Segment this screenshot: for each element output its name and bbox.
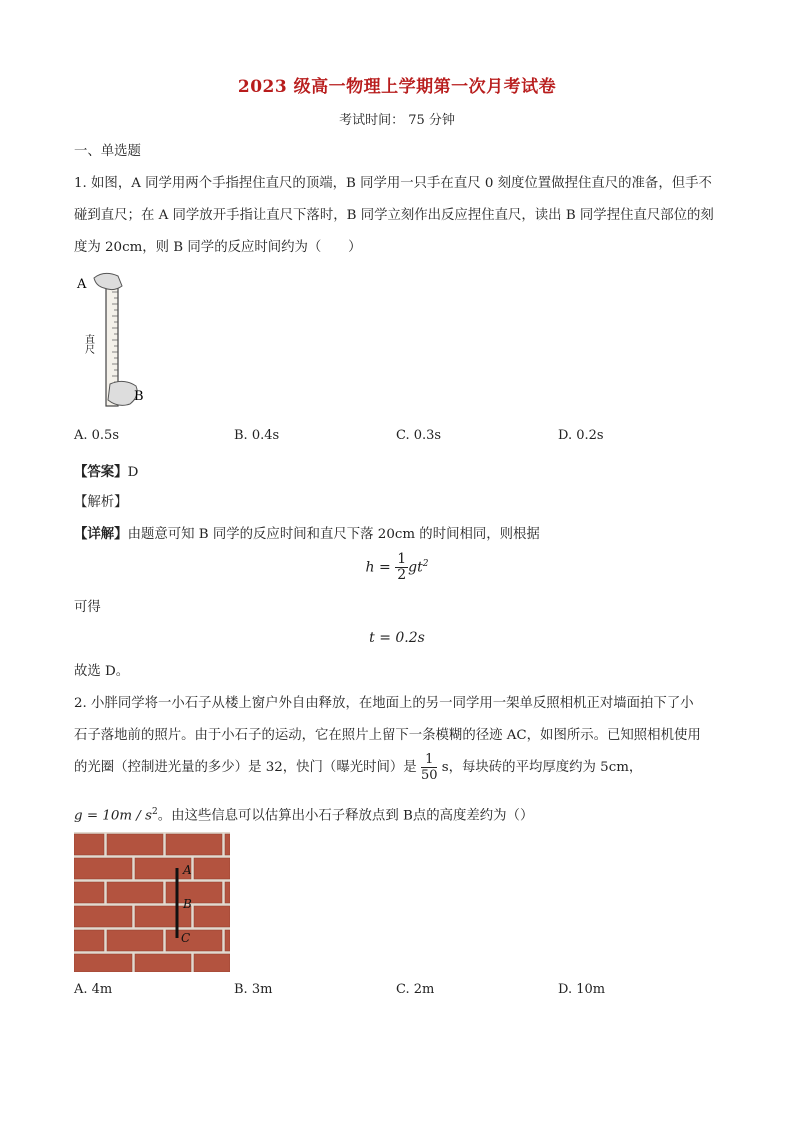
q1-option-a[interactable]: A. 0.5s xyxy=(74,428,119,443)
conclusion-text: 故选 D。 xyxy=(74,664,130,679)
q2-option-a[interactable]: A. 4m xyxy=(74,982,113,997)
page-title: 2023 级高一物理上学期第一次月考试卷 xyxy=(237,77,557,97)
formula-exponent: 2 xyxy=(422,558,429,569)
question-1-text xyxy=(74,168,724,264)
exam-time: 考试时间： 75 分钟 xyxy=(339,113,455,128)
q1-option-c[interactable]: C. 0.3s xyxy=(396,428,442,443)
question-2-line-2: 石子落地前的照片。由于小石子的运动，它在照片上留下一条模糊的径迹 AC，如图所示。已知照相机使用 xyxy=(74,728,701,743)
detail-row xyxy=(74,518,540,551)
formula-denominator: 2 xyxy=(397,567,407,583)
answer-label: 【答案】 xyxy=(74,464,128,480)
q1-option-d[interactable]: D. 0.2s xyxy=(558,428,604,443)
answer-value: D xyxy=(127,465,139,480)
q1-option-b[interactable]: B. 0.4s xyxy=(234,428,280,443)
section-heading: 一、单选题 xyxy=(74,144,141,159)
question-1-line-1: 1. 如图，A 同学用两个手指捏住直尺的顶端，B 同学用一只手在直尺 0 刻度位置做捏住直尺的准备，但手不 xyxy=(74,176,712,191)
formula-free-fall xyxy=(0,552,794,583)
figure-label-a: A xyxy=(77,277,87,292)
formula-result: t = 0.2s xyxy=(369,630,425,646)
question-1-line-2: 碰到直尺；在 A 同学放开手指让直尺下落时，B 同学立刻作出反应捏住直尺，读出 B 同学捏住直尺部位的刻 xyxy=(74,208,714,223)
formula-rhs: gt xyxy=(408,559,423,576)
shutter-denominator: 50 xyxy=(420,768,438,783)
q2-option-c[interactable]: C. 2m xyxy=(396,982,435,997)
question-2-line-4 xyxy=(74,796,754,832)
formula-lhs: h = xyxy=(365,559,396,576)
answer-row xyxy=(74,456,138,489)
question-2-line-3a: 的光圈（控制进光量的多少）是 32，快门（曝光时间）是 xyxy=(74,760,417,775)
question-2-line-3b: s，每块砖的平均厚度约为 5cm， xyxy=(441,760,643,775)
q2-option-b[interactable]: B. 3m xyxy=(234,982,273,997)
can-get-text: 可得 xyxy=(74,600,101,615)
question-2-line-4-text: 。由这些信息可以估算出小石子释放点到 B点的高度差约为（） xyxy=(157,808,534,824)
detail-label: 【详解】 xyxy=(74,526,128,542)
wall-label-a: A xyxy=(183,863,192,877)
shutter-fraction xyxy=(421,752,438,783)
brick-wall-figure xyxy=(74,832,230,972)
wall-label-b: B xyxy=(183,897,192,911)
figure-label-b: B xyxy=(134,389,144,404)
question-1-line-3: 度为 20cm，则 B 同学的反应时间约为（ ） xyxy=(74,240,362,255)
formula-numerator: 1 xyxy=(397,551,407,567)
analysis-label: 【解析】 xyxy=(74,495,128,510)
gravity-exponent: 2 xyxy=(151,807,158,817)
wall-label-c: C xyxy=(181,931,191,945)
question-2-line-1: 2. 小胖同学将一小石子从楼上窗户外自由释放，在地面上的另一同学用一架单反照相机正对墙面拍下了小 xyxy=(74,696,694,711)
shutter-numerator: 1 xyxy=(421,752,438,768)
formula-fraction xyxy=(395,552,408,583)
gravity-expression: g = 10m / s xyxy=(74,808,152,824)
detail-text: 由题意可知 B 同学的反应时间和直尺下落 20cm 的时间相同，则根据 xyxy=(127,527,540,542)
ruler-figure xyxy=(74,272,154,414)
q2-option-d[interactable]: D. 10m xyxy=(558,982,606,997)
ruler-label: 直尺 xyxy=(82,334,94,354)
question-2-line-3 xyxy=(74,752,754,784)
